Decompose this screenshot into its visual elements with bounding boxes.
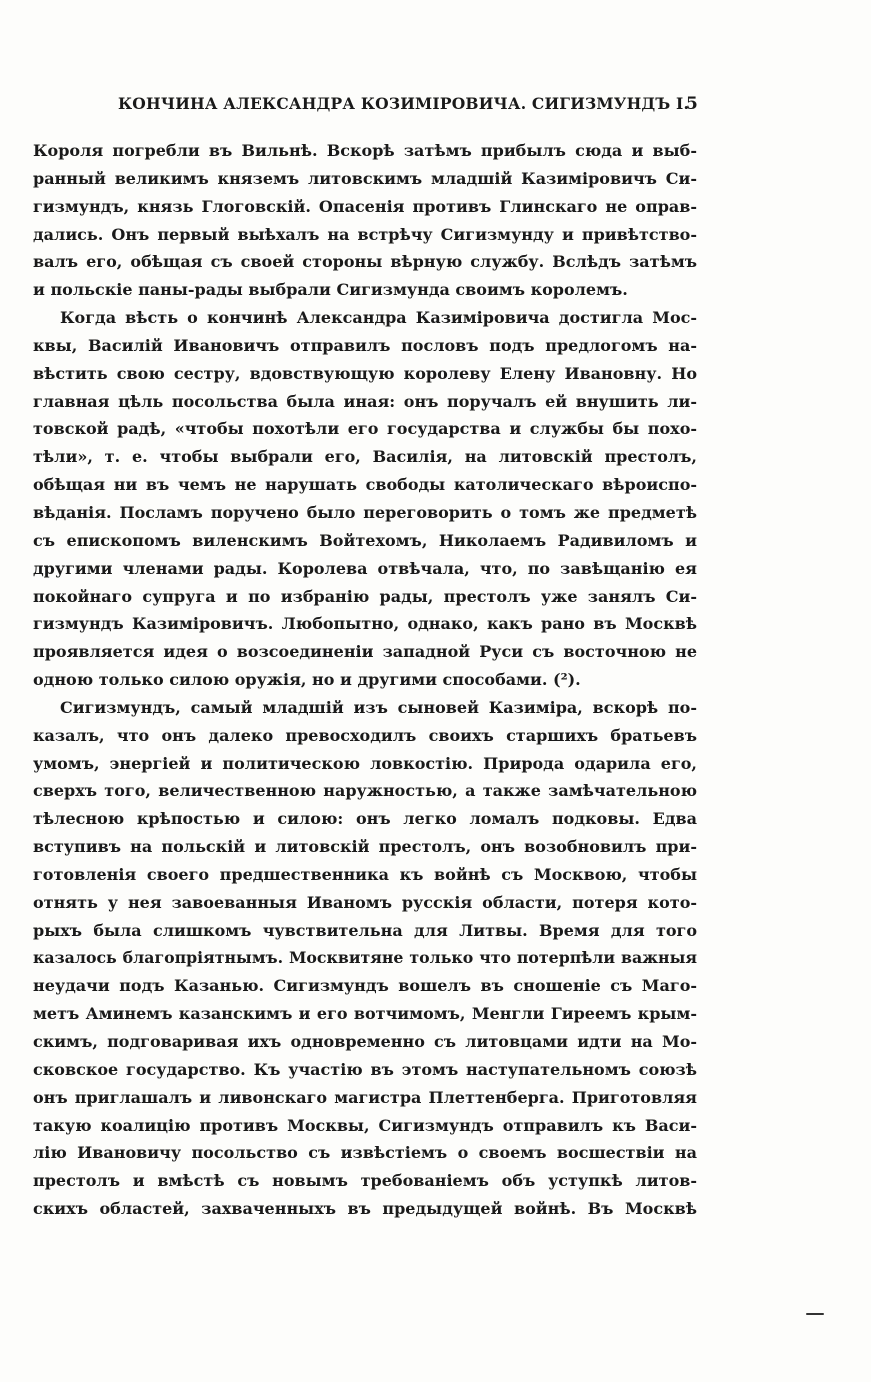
text-line: онъ приглашалъ и ливонскаго магистра Плеттенберга. Приготовляя	[33, 1087, 697, 1107]
text-line: готовленія своего предшественника къ войнѣ съ Москвою, чтобы	[33, 864, 697, 884]
page-number: 5	[685, 94, 698, 114]
text-line: ранный великимъ княземъ литовскимъ младшій Казиміровичъ Си-	[33, 168, 697, 188]
text-line: казалъ, что онъ далеко превосходилъ своихъ старшихъ братьевъ	[33, 725, 697, 745]
text-line: такую коалицію противъ Москвы, Сигизмундъ отправилъ къ Васи-	[33, 1115, 697, 1135]
text-line: Короля погребли въ Вильнѣ. Вскорѣ затѣмъ прибылъ сюда и выб-	[33, 141, 697, 160]
text-line: казалось благопріятнымъ. Москвитяне только что потерпѣли важныя	[33, 948, 697, 968]
text-line: отнять у нея завоеванныя Иваномъ русскія области, потеря кото-	[33, 892, 697, 912]
body-text	[33, 137, 697, 1223]
text-line: квы, Василій Ивановичъ отправилъ пословъ подъ предлогомъ на-	[33, 335, 697, 355]
text-line: покойнаго супруга и по избранію рады, престолъ уже занялъ Си-	[33, 586, 697, 606]
text-line: товской радѣ, «чтобы похотѣли его государства и службы бы похо-	[33, 419, 697, 439]
page-header	[118, 94, 698, 116]
text-line: вступивъ на польскій и литовскій престолъ, онъ возобновилъ при-	[33, 837, 697, 857]
text-line: одною только силою оружія, но и другими способами. (²).	[33, 670, 581, 690]
text-line: умомъ, энергіей и политическою ловкостію. Природа одарила его,	[33, 753, 697, 773]
text-line: сверхъ того, величественною наружностью, а также замѣчательною	[33, 781, 697, 801]
text-line: и польскіе паны-рады выбрали Сигизмунда своимъ королемъ.	[33, 280, 628, 300]
text-line: валъ его, обѣщая съ своей стороны вѣрную службу. Вслѣдъ затѣмъ	[33, 252, 697, 272]
text-line: неудачи подъ Казанью. Сигизмундъ вошелъ въ сношеніе съ Маго-	[33, 976, 697, 996]
text-line: Когда вѣсть о кончинѣ Александра Казиміровича достигла Мос-	[60, 308, 697, 328]
scan-artifact	[806, 1313, 824, 1315]
text-line: съ епископомъ виленскимъ Войтехомъ, Николаемъ Радивиломъ и	[33, 530, 697, 550]
text-line: дались. Онъ первый выѣхалъ на встрѣчу Сигизмунду и привѣтство-	[33, 224, 697, 244]
text-line: гизмундъ Казиміровичъ. Любопытно, однако, какъ рано въ Москвѣ	[33, 614, 697, 634]
text-line: рыхъ была слишкомъ чувствительна для Литвы. Время для того	[33, 920, 697, 940]
text-line: гизмундъ, князь Глоговскій. Опасенія противъ Глинскаго не оправ-	[33, 196, 697, 216]
text-line: проявляется идея о возсоединеніи западной Руси съ восточною не	[33, 642, 697, 662]
text-line: скимъ, подговаривая ихъ одновременно съ литовцами идти на Мо-	[33, 1032, 697, 1051]
text-line: обѣщая ни въ чемъ не нарушать свободы католическаго вѣроиспо-	[33, 475, 697, 495]
text-line: главная цѣль посольства была иная: онъ поручалъ ей внушить ли-	[33, 391, 697, 411]
text-line: Сигизмундъ, самый младшій изъ сыновей Казиміра, вскорѣ по-	[60, 697, 697, 717]
text-line: тѣлесною крѣпостью и силою: онъ легко ломалъ подковы. Едва	[33, 809, 697, 829]
text-line: престолъ и вмѣстѣ съ новымъ требованіемъ объ уступкѣ литов-	[33, 1171, 697, 1191]
running-title: КОНЧИНА АЛЕКСАНДРА КОЗИМІРОВИЧА. СИГИЗМУНДЪ I.	[118, 94, 690, 113]
text-line: сковское государство. Къ участію въ этомъ наступательномъ союзѣ	[33, 1059, 697, 1079]
text-line: метъ Аминемъ казанскимъ и его вотчимомъ, Менгли Гиреемъ крым-	[33, 1004, 697, 1024]
text-line: вѣданія. Посламъ поручено было переговорить о томъ же предметѣ	[33, 502, 697, 522]
text-line: другими членами рады. Королева отвѣчала, что, по завѣщанію ея	[33, 558, 697, 578]
text-line: вѣстить свою сестру, вдовствующую королеву Елену Ивановну. Но	[33, 363, 697, 383]
text-line: скихъ областей, захваченныхъ въ предыдущей войнѣ. Въ Москвѣ	[33, 1199, 697, 1219]
text-line: тѣли», т. е. чтобы выбрали его, Василія, на литовскій престолъ,	[33, 447, 697, 467]
text-line: лію Ивановичу посольство съ извѣстіемъ о своемъ восшествіи на	[33, 1143, 697, 1163]
